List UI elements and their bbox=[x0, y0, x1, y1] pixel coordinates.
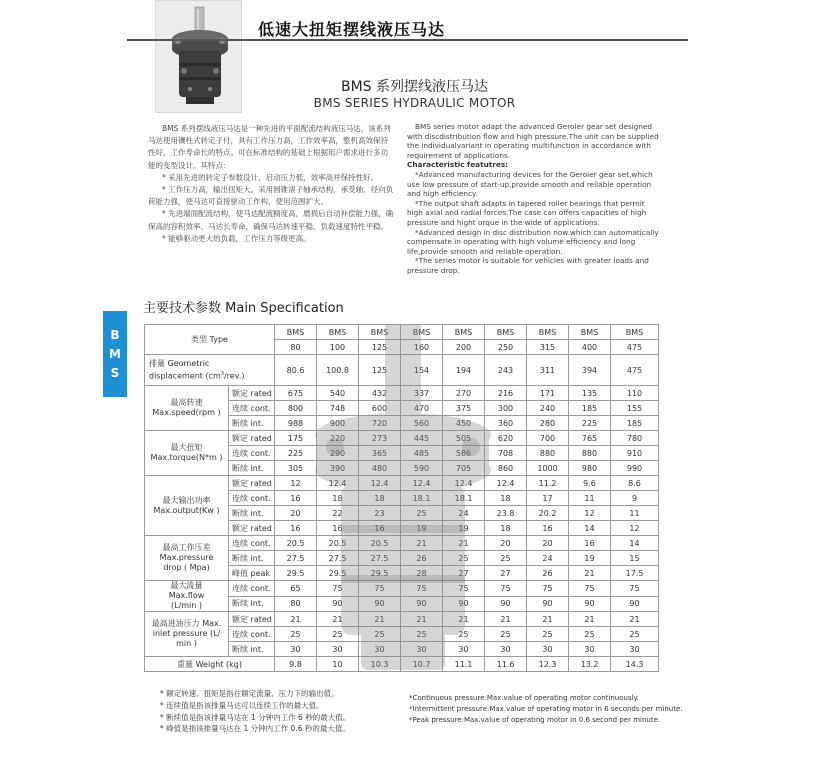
torque-sub-label: 连续 cont. bbox=[229, 446, 275, 461]
displacement-value: 125 bbox=[359, 355, 401, 386]
weight-value: 10.3 bbox=[359, 657, 401, 672]
inlet-pressure-value: 30 bbox=[611, 642, 659, 657]
group-label-line: (L/min ) bbox=[170, 601, 203, 610]
flow-value: 90 bbox=[401, 596, 443, 612]
output-value: 18 bbox=[317, 491, 359, 506]
speed-label bbox=[145, 386, 229, 431]
speed-value: 470 bbox=[401, 401, 443, 416]
pressure-drop-value: 16 bbox=[569, 536, 611, 551]
side-tab-letter: S bbox=[110, 366, 120, 380]
output-value: 17 bbox=[527, 491, 569, 506]
inlet-pressure-value: 21 bbox=[485, 612, 527, 627]
speed-sub-label: 连续 cont. bbox=[229, 401, 275, 416]
output-value: 12.4 bbox=[401, 476, 443, 491]
pressure-drop-value: 20 bbox=[527, 536, 569, 551]
speed-value: 720 bbox=[359, 416, 401, 431]
pressure-drop-value: 20.5 bbox=[359, 536, 401, 551]
table-row bbox=[145, 536, 659, 551]
pressure-drop-value: 29.5 bbox=[317, 566, 359, 581]
model-number: 475 bbox=[611, 340, 659, 355]
flow-sub-label: 连续 cont. bbox=[229, 581, 275, 597]
speed-value: 216 bbox=[485, 386, 527, 401]
output-value: 8.6 bbox=[611, 476, 659, 491]
inlet-pressure-value: 21 bbox=[611, 612, 659, 627]
inlet-pressure-value: 21 bbox=[443, 612, 485, 627]
note-cn: * 断续值是指该排量马达在 1 分钟内工作 6 秒的最大值。 bbox=[160, 712, 351, 722]
table-row bbox=[145, 325, 659, 340]
group-label-line: inlet pressure (L/ bbox=[152, 629, 221, 638]
group-label-line: Max.torque(N*m ) bbox=[150, 453, 223, 462]
torque-value: 225 bbox=[275, 446, 317, 461]
pressure-drop-value: 27 bbox=[443, 566, 485, 581]
torque-value: 990 bbox=[611, 461, 659, 476]
table-row bbox=[145, 581, 659, 597]
speed-value: 450 bbox=[443, 416, 485, 431]
intro-en-feature: *The output shaft adapts in tapered roller bearings that permit high axial and radial forces.The case can offers capacities of high pressure and hight orque in the wide of applications. bbox=[407, 198, 647, 227]
inlet-pressure-value: 21 bbox=[401, 612, 443, 627]
inlet-pressure-value: 21 bbox=[275, 612, 317, 627]
speed-value: 270 bbox=[443, 386, 485, 401]
pressure-drop-sub-label: 峰值 peak bbox=[229, 566, 275, 581]
inlet-pressure-value: 30 bbox=[527, 642, 569, 657]
inlet-pressure-value: 25 bbox=[485, 627, 527, 642]
speed-sub-label: 额定 rated bbox=[229, 386, 275, 401]
note-en: *Continuous pressure:Max.value of operating motor continuously. bbox=[409, 694, 639, 702]
brand-label: BMS bbox=[611, 325, 659, 340]
weight-value: 13.2 bbox=[569, 657, 611, 672]
flow-label bbox=[145, 581, 229, 612]
flow-value: 90 bbox=[317, 596, 359, 612]
model-number: 80 bbox=[275, 340, 317, 355]
speed-value: 540 bbox=[317, 386, 359, 401]
torque-value: 290 bbox=[317, 446, 359, 461]
brand-label: BMS bbox=[317, 325, 359, 340]
table-row bbox=[145, 386, 659, 401]
brand-label: BMS bbox=[569, 325, 611, 340]
speed-value: 900 bbox=[317, 416, 359, 431]
note-cn: * 额定转速、扭矩是指在额定流量、压力下的输出值。 bbox=[160, 689, 339, 698]
group-label-line: 最大流量 bbox=[170, 581, 203, 590]
table-row bbox=[145, 476, 659, 491]
pressure-drop-value: 17.5 bbox=[611, 566, 659, 581]
speed-value: 432 bbox=[359, 386, 401, 401]
pressure-drop-value: 24 bbox=[527, 551, 569, 566]
output-value: 20 bbox=[275, 506, 317, 521]
torque-value: 586 bbox=[443, 446, 485, 461]
pressure-drop-value: 28 bbox=[401, 566, 443, 581]
displacement-value: 194 bbox=[443, 355, 485, 386]
note-en: *Intermittent pressure:Max.value of operating motor in 6 seconds per minute. bbox=[409, 705, 683, 713]
pressure-drop-value: 21 bbox=[569, 566, 611, 581]
model-number: 400 bbox=[569, 340, 611, 355]
displacement-unit: /rev.) bbox=[223, 371, 245, 381]
weight-value: 11.6 bbox=[485, 657, 527, 672]
output-label bbox=[145, 476, 229, 536]
flow-value: 75 bbox=[485, 581, 527, 597]
pressure-drop-value: 21 bbox=[443, 536, 485, 551]
speed-value: 988 bbox=[275, 416, 317, 431]
speed-value: 600 bbox=[359, 401, 401, 416]
speed-value: 560 bbox=[401, 416, 443, 431]
output-value: 12 bbox=[569, 506, 611, 521]
speed-value: 800 bbox=[275, 401, 317, 416]
output-value: 16 bbox=[275, 521, 317, 536]
notes-cn bbox=[160, 688, 350, 735]
flow-value: 90 bbox=[569, 596, 611, 612]
torque-value: 860 bbox=[485, 461, 527, 476]
torque-value: 708 bbox=[485, 446, 527, 461]
inlet-pressure-value: 30 bbox=[317, 642, 359, 657]
intro-cn bbox=[148, 123, 394, 245]
model-number: 100 bbox=[317, 340, 359, 355]
speed-value: 135 bbox=[569, 386, 611, 401]
speed-value: 185 bbox=[611, 416, 659, 431]
pressure-drop-value: 20.5 bbox=[275, 536, 317, 551]
weight-value: 10.7 bbox=[401, 657, 443, 672]
torque-value: 705 bbox=[443, 461, 485, 476]
torque-sub-label: 额定 rated bbox=[229, 431, 275, 446]
inlet-pressure-value: 30 bbox=[359, 642, 401, 657]
speed-value: 337 bbox=[401, 386, 443, 401]
weight-value: 14.3 bbox=[611, 657, 659, 672]
torque-value: 505 bbox=[443, 431, 485, 446]
brand-label: BMS bbox=[359, 325, 401, 340]
torque-value: 590 bbox=[401, 461, 443, 476]
output-value: 19 bbox=[443, 521, 485, 536]
table-row bbox=[145, 657, 659, 672]
output-value: 23 bbox=[359, 506, 401, 521]
flow-value: 90 bbox=[527, 596, 569, 612]
torque-value: 480 bbox=[359, 461, 401, 476]
output-value: 11 bbox=[569, 491, 611, 506]
output-value: 12 bbox=[611, 521, 659, 536]
note-en: *Peak pressure:Max.value of operating motor in 0.6 second per minute. bbox=[409, 716, 661, 724]
brand-label: BMS bbox=[485, 325, 527, 340]
intro-cn-paragraph: BMS 系列摆线液压马达是一种先进的平面配流结构液压马达，该系列马达使用镶柱式转定子付，具有工作压力高，工作效率高，整机高效保持性好，工作寿命长的特点。可在标准结构的基础上根据用户需求进行多功能的变型设计。其特点： bbox=[148, 124, 391, 170]
inlet-pressure-value: 30 bbox=[275, 642, 317, 657]
spec-title: 主要技术参数 Main Specification bbox=[143, 301, 344, 316]
torque-value: 980 bbox=[569, 461, 611, 476]
torque-value: 175 bbox=[275, 431, 317, 446]
speed-value: 748 bbox=[317, 401, 359, 416]
torque-value: 273 bbox=[359, 431, 401, 446]
pressure-drop-sub-label: 连续 cont. bbox=[229, 536, 275, 551]
flow-value: 75 bbox=[527, 581, 569, 597]
flow-value: 90 bbox=[443, 596, 485, 612]
flow-value: 75 bbox=[443, 581, 485, 597]
group-label-line: drop ( Mpa) bbox=[163, 563, 210, 572]
weight-value: 12.3 bbox=[527, 657, 569, 672]
flow-value: 75 bbox=[611, 581, 659, 597]
intro-en bbox=[407, 122, 659, 276]
speed-value: 110 bbox=[611, 386, 659, 401]
table-row bbox=[145, 612, 659, 627]
pressure-drop-value: 27.5 bbox=[317, 551, 359, 566]
intro-cn-bullet: * 先进端面配流结构，使马达配流精度高，磨损后自动补偿能力强，确保高的容积效率、马达长寿命，确保马达转速平稳、负载速度特性平稳。 bbox=[148, 209, 394, 231]
flow-value: 75 bbox=[401, 581, 443, 597]
output-value: 16 bbox=[359, 521, 401, 536]
inlet-pressure-sub-label: 额定 rated bbox=[229, 612, 275, 627]
pressure-drop-value: 19 bbox=[569, 551, 611, 566]
flow-value: 75 bbox=[359, 581, 401, 597]
inlet-pressure-sub-label: 连续 cont. bbox=[229, 627, 275, 642]
speed-value: 300 bbox=[485, 401, 527, 416]
speed-value: 185 bbox=[569, 401, 611, 416]
table-row bbox=[145, 355, 659, 386]
model-number: 200 bbox=[443, 340, 485, 355]
torque-sub-label: 断续 int. bbox=[229, 461, 275, 476]
inlet-pressure-value: 21 bbox=[569, 612, 611, 627]
displacement-value: 311 bbox=[527, 355, 569, 386]
group-label-line: Max.speed(rpm ) bbox=[152, 408, 221, 417]
weight-value: 10 bbox=[317, 657, 359, 672]
product-title-en: BMS SERIES HYDRAULIC MOTOR bbox=[313, 96, 516, 110]
speed-value: 675 bbox=[275, 386, 317, 401]
group-label-line: 最大输出功率 bbox=[162, 495, 211, 505]
intro-en-features-heading: Characteristic featutres: bbox=[407, 160, 509, 170]
output-value: 20.2 bbox=[527, 506, 569, 521]
brand-label: BMS bbox=[401, 325, 443, 340]
brand-label: BMS bbox=[443, 325, 485, 340]
inlet-pressure-value: 25 bbox=[611, 627, 659, 642]
group-label-line: Max.output(Kw ) bbox=[153, 505, 220, 515]
intro-en-feature: *The series motor is suitable for vehicles with greater loads and pressure drop. bbox=[407, 256, 649, 275]
flow-value: 90 bbox=[611, 596, 659, 612]
group-label-line: 最高转速 bbox=[170, 398, 203, 407]
displacement-value: 243 bbox=[485, 355, 527, 386]
pressure-drop-value: 14 bbox=[611, 536, 659, 551]
speed-value: 155 bbox=[611, 401, 659, 416]
side-tab-letter: M bbox=[109, 347, 121, 361]
displacement-label-line: 排量 Geometric bbox=[149, 358, 210, 368]
brand-label: BMS bbox=[275, 325, 317, 340]
output-value: 18 bbox=[359, 491, 401, 506]
output-value: 16 bbox=[275, 491, 317, 506]
displacement-label bbox=[145, 355, 275, 386]
side-tab-letter: B bbox=[110, 328, 120, 342]
intro-cn-bullet: * 采用先进的转定子参数设计，启动压力低，效率高并保持性好。 bbox=[162, 172, 379, 182]
inlet-pressure-value: 21 bbox=[527, 612, 569, 627]
output-value: 12 bbox=[275, 476, 317, 491]
group-label-line: min ) bbox=[176, 639, 197, 648]
intro-cn-bullet: * 工作压力高，输出扭矩大。采用圆锥滚子轴承结构，承受轴、径向负荷能力强，使马达可直接驱动工作构，使用范围扩大。 bbox=[148, 185, 394, 207]
pressure-drop-value: 15 bbox=[611, 551, 659, 566]
inlet-pressure-value: 30 bbox=[401, 642, 443, 657]
inlet-pressure-value: 25 bbox=[275, 627, 317, 642]
flow-value: 65 bbox=[275, 581, 317, 597]
torque-value: 445 bbox=[401, 431, 443, 446]
output-value: 18 bbox=[485, 491, 527, 506]
pressure-drop-value: 26 bbox=[401, 551, 443, 566]
speed-value: 375 bbox=[443, 401, 485, 416]
torque-value: 390 bbox=[317, 461, 359, 476]
output-value: 14 bbox=[569, 521, 611, 536]
pressure-drop-value: 27.5 bbox=[359, 551, 401, 566]
output-value: 12.4 bbox=[443, 476, 485, 491]
inlet-pressure-value: 21 bbox=[317, 612, 359, 627]
torque-value: 880 bbox=[569, 446, 611, 461]
intro-en-feature: *Advanced manufacturing devices for the Geroler gear set,which use low pressure of start-up,provide smooth and reliable operation and high efficiency. bbox=[407, 169, 653, 199]
flow-value: 75 bbox=[569, 581, 611, 597]
intro-en-feature: *Advanced design in disc distribution now.which can automatically compensate in operating with high volume efficiency and long life,provide smooth and reliable operation. bbox=[407, 227, 659, 256]
weight-value: 9.8 bbox=[275, 657, 317, 672]
inlet-pressure-value: 30 bbox=[569, 642, 611, 657]
spec-table bbox=[144, 324, 659, 672]
displacement-value: 100.8 bbox=[317, 355, 359, 386]
inlet-pressure-value: 25 bbox=[569, 627, 611, 642]
inlet-pressure-value: 25 bbox=[359, 627, 401, 642]
group-label-line: 最大扭矩 bbox=[170, 443, 203, 452]
pressure-drop-value: 27.5 bbox=[275, 551, 317, 566]
series-side-tab bbox=[103, 311, 127, 397]
output-value: 19 bbox=[401, 521, 443, 536]
inlet-pressure-label bbox=[145, 612, 229, 657]
model-number: 315 bbox=[527, 340, 569, 355]
type-label: 类型 Type bbox=[145, 325, 275, 355]
torque-value: 1000 bbox=[527, 461, 569, 476]
output-value: 25 bbox=[401, 506, 443, 521]
group-label-line: Max.flow bbox=[168, 591, 205, 600]
output-sub-label: 额定 rated bbox=[229, 521, 275, 536]
inlet-pressure-sub-label: 断续 int. bbox=[229, 642, 275, 657]
output-value: 12.4 bbox=[359, 476, 401, 491]
output-sub-label: 额定 rated bbox=[229, 476, 275, 491]
weight-value: 11.1 bbox=[443, 657, 485, 672]
flow-value: 90 bbox=[359, 596, 401, 612]
output-value: 23.8 bbox=[485, 506, 527, 521]
output-value: 18.1 bbox=[443, 491, 485, 506]
inlet-pressure-value: 25 bbox=[527, 627, 569, 642]
flow-sub-label: 断续 int. bbox=[229, 596, 275, 612]
notes-en bbox=[409, 693, 683, 726]
output-value: 18.1 bbox=[401, 491, 443, 506]
torque-value: 910 bbox=[611, 446, 659, 461]
torque-value: 700 bbox=[527, 431, 569, 446]
output-value: 16 bbox=[527, 521, 569, 536]
pressure-drop-value: 25 bbox=[485, 551, 527, 566]
inlet-pressure-value: 30 bbox=[443, 642, 485, 657]
displacement-value: 154 bbox=[401, 355, 443, 386]
inlet-pressure-value: 25 bbox=[317, 627, 359, 642]
inlet-pressure-value: 21 bbox=[359, 612, 401, 627]
output-value: 12.4 bbox=[485, 476, 527, 491]
speed-value: 225 bbox=[569, 416, 611, 431]
table-row bbox=[145, 431, 659, 446]
output-sub-label: 断续 int. bbox=[229, 506, 275, 521]
group-label-line: 最高工作压差 bbox=[162, 543, 211, 552]
flow-value: 75 bbox=[317, 581, 359, 597]
pressure-drop-value: 25 bbox=[443, 551, 485, 566]
model-number: 125 bbox=[359, 340, 401, 355]
output-value: 9 bbox=[611, 491, 659, 506]
inlet-pressure-value: 25 bbox=[401, 627, 443, 642]
pressure-drop-value: 29.5 bbox=[275, 566, 317, 581]
intro-en-paragraph: BMS series motor adapt the advanced Geroler gear set designed with discdistribution flow and high pressure.The unit can be supplied the individualvariant in operating multifunction in accordance with requirement of applications. bbox=[407, 122, 659, 160]
output-value: 11.2 bbox=[527, 476, 569, 491]
pressure-drop-value: 29.5 bbox=[359, 566, 401, 581]
weight-label: 重量 Weight (kg) bbox=[145, 657, 275, 672]
pressure-drop-value: 26 bbox=[527, 566, 569, 581]
displacement-value: 80.6 bbox=[275, 355, 317, 386]
pressure-drop-value: 21 bbox=[401, 536, 443, 551]
page-title: 低速大扭矩摆线液压马达 bbox=[258, 20, 446, 39]
displacement-unit: displacement (cm bbox=[149, 371, 221, 381]
flow-value: 80 bbox=[275, 596, 317, 612]
torque-value: 880 bbox=[527, 446, 569, 461]
output-value: 22 bbox=[317, 506, 359, 521]
displacement-unit-exponent: 3 bbox=[220, 370, 224, 377]
displacement-value: 394 bbox=[569, 355, 611, 386]
group-label-line: 最高进油压力 Max. bbox=[151, 619, 222, 628]
torque-value: 365 bbox=[359, 446, 401, 461]
pressure-drop-sub-label: 断续 int. bbox=[229, 551, 275, 566]
output-value: 12.4 bbox=[317, 476, 359, 491]
output-value: 24 bbox=[443, 506, 485, 521]
model-number: 250 bbox=[485, 340, 527, 355]
output-value: 9.6 bbox=[569, 476, 611, 491]
displacement-value: 475 bbox=[611, 355, 659, 386]
note-cn: * 连续值是指该排量马达可以连续工作的最大值。 bbox=[160, 700, 324, 710]
torque-value: 485 bbox=[401, 446, 443, 461]
flow-value: 90 bbox=[485, 596, 527, 612]
brand-label: BMS bbox=[527, 325, 569, 340]
note-cn: * 峰值是指该排量马达在 1 分钟内工作 0.6 秒的最大值。 bbox=[160, 724, 350, 734]
intro-cn-bullet: * 能够驱动更大的负载，工作压力等级更高。 bbox=[162, 233, 311, 243]
pressure-drop-value: 20.5 bbox=[317, 536, 359, 551]
inlet-pressure-value: 25 bbox=[443, 627, 485, 642]
torque-value: 765 bbox=[569, 431, 611, 446]
speed-value: 360 bbox=[485, 416, 527, 431]
output-sub-label: 连续 cont. bbox=[229, 491, 275, 506]
displacement-label-line bbox=[149, 369, 274, 382]
torque-value: 780 bbox=[611, 431, 659, 446]
group-label-line: Max.pressure bbox=[159, 553, 214, 562]
pressure-drop-value: 20 bbox=[485, 536, 527, 551]
torque-value: 620 bbox=[485, 431, 527, 446]
speed-value: 171 bbox=[527, 386, 569, 401]
product-title-cn: BMS 系列摆线液压马达 bbox=[340, 79, 489, 95]
output-value: 16 bbox=[317, 521, 359, 536]
torque-label bbox=[145, 431, 229, 476]
output-value: 18 bbox=[485, 521, 527, 536]
inlet-pressure-value: 30 bbox=[485, 642, 527, 657]
model-number: 160 bbox=[401, 340, 443, 355]
pressure-drop-label bbox=[145, 536, 229, 581]
speed-value: 240 bbox=[527, 401, 569, 416]
speed-sub-label: 断续 int. bbox=[229, 416, 275, 431]
output-value: 11 bbox=[611, 506, 659, 521]
torque-value: 220 bbox=[317, 431, 359, 446]
pressure-drop-value: 27 bbox=[485, 566, 527, 581]
torque-value: 305 bbox=[275, 461, 317, 476]
speed-value: 280 bbox=[527, 416, 569, 431]
